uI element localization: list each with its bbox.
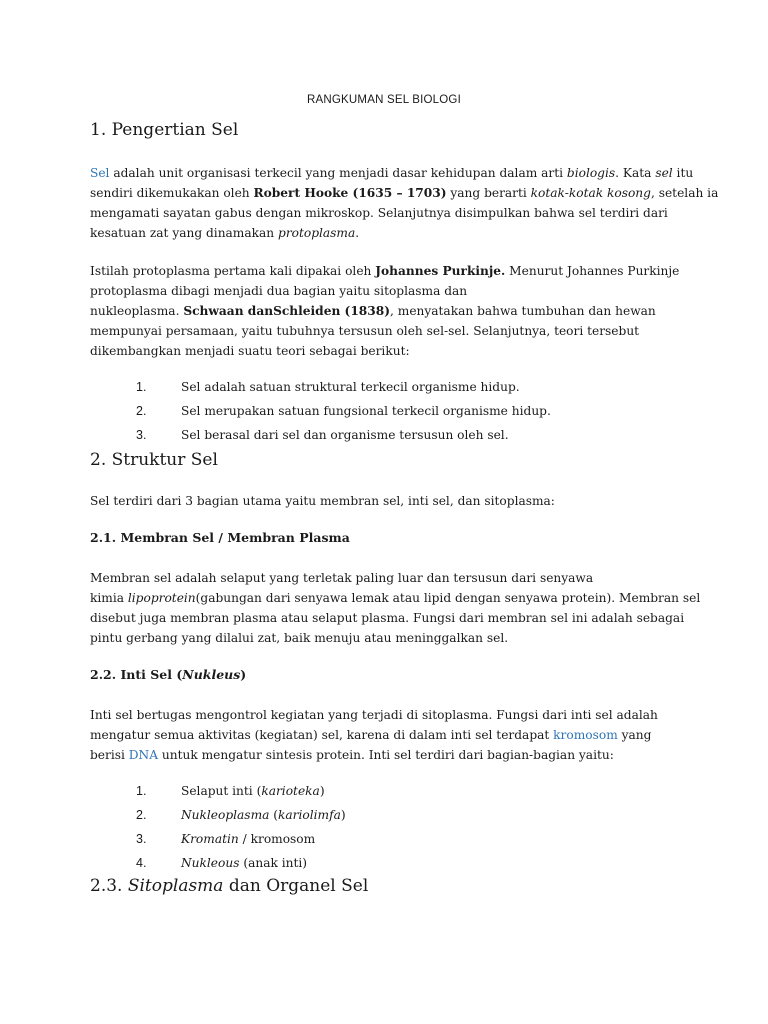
section-1-paragraph-1: Sel adalah unit organisasi terkecil yang menjadi dasar kehidupan dalam arti biologis. Kata sel itu sendiri dikemukakan oleh Robert Hooke (1635 – 1703) yang berarti kotak-kotak kosong, setelah ia mengamati sayatan gabus dengan mikroskop. Selanjutnya disimpulkan bahwa sel terdiri dari kesatuan zat yang dinamakan protoplasma. xyxy=(90,166,719,240)
section-2-2-paragraph: Inti sel bertugas mengontrol kegiatan yang terjadi di sitoplasma. Fungsi dari inti sel adalah mengatur semua aktivitas (kegiatan) sel, karena di dalam inti sel terdapat kromosom yang berisi DNA untuk mengatur sintesis protein. Inti sel terdiri dari bagian-bagian yaitu: xyxy=(90,708,658,762)
list-item: 2. Sel merupakan satuan fungsional terkecil organisme hidup. xyxy=(136,404,551,418)
section-2-1-heading: 2.1. Membran Sel / Membran Plasma xyxy=(90,530,350,545)
link-dna[interactable]: DNA xyxy=(128,748,159,762)
document-title: RANGKUMAN SEL BIOLOGI xyxy=(307,94,461,106)
list-item: 4. Nukleous (anak inti) xyxy=(136,856,308,870)
list-item: 1. Selaput inti (karioteka) xyxy=(136,784,325,798)
list-item: 3. Kromatin / kromosom xyxy=(136,832,316,846)
link-sel[interactable]: Sel xyxy=(90,166,110,180)
section-1-paragraph-2: Istilah protoplasma pertama kali dipakai oleh Johannes Purkinje. Menurut Johannes Purkinje protoplasma dibagi menjadi dua bagian yaitu sitoplasma dan nukleoplasma. Schwaan danSchleiden (1838), menyatakan bahwa tumbuhan dan hewan mempunyai persamaan, yaitu tubuhnya tersusun oleh sel-sel. Selanjutnya, teori tersebut dikembangkan menjadi suatu teori sebagai berikut: xyxy=(90,264,680,358)
section-1-heading: 1. Pengertian Sel xyxy=(90,120,239,140)
list-item: 2. Nukleoplasma (kariolimfa) xyxy=(136,808,346,822)
section-2-heading: 2. Struktur Sel xyxy=(90,450,218,470)
list-item: 3. Sel berasal dari sel dan organisme tersusun oleh sel. xyxy=(136,428,509,442)
robert-hooke: Robert Hooke (1635 – 1703) xyxy=(253,186,447,200)
section-2-2-heading: 2.2. Inti Sel (Nukleus) xyxy=(90,667,247,682)
section-2-3-heading: 2.3. Sitoplasma dan Organel Sel xyxy=(90,876,369,896)
list-item: 1. Sel adalah satuan struktural terkecil organisme hidup. xyxy=(136,380,520,394)
link-kromosom[interactable]: kromosom xyxy=(553,728,618,742)
section-2-intro: Sel terdiri dari 3 bagian utama yaitu membran sel, inti sel, dan sitoplasma: xyxy=(90,494,555,508)
section-2-1-paragraph: Membran sel adalah selaput yang terletak paling luar dan tersusun dari senyawa kimia lipoprotein(gabungan dari senyawa lemak atau lipid dengan senyawa protein). Membran sel disebut juga membran plasma atau selaput plasma. Fungsi dari membran sel ini adalah sebagai pintu gerbang yang dilalui zat, baik menuju atau meninggalkan sel. xyxy=(90,571,701,645)
